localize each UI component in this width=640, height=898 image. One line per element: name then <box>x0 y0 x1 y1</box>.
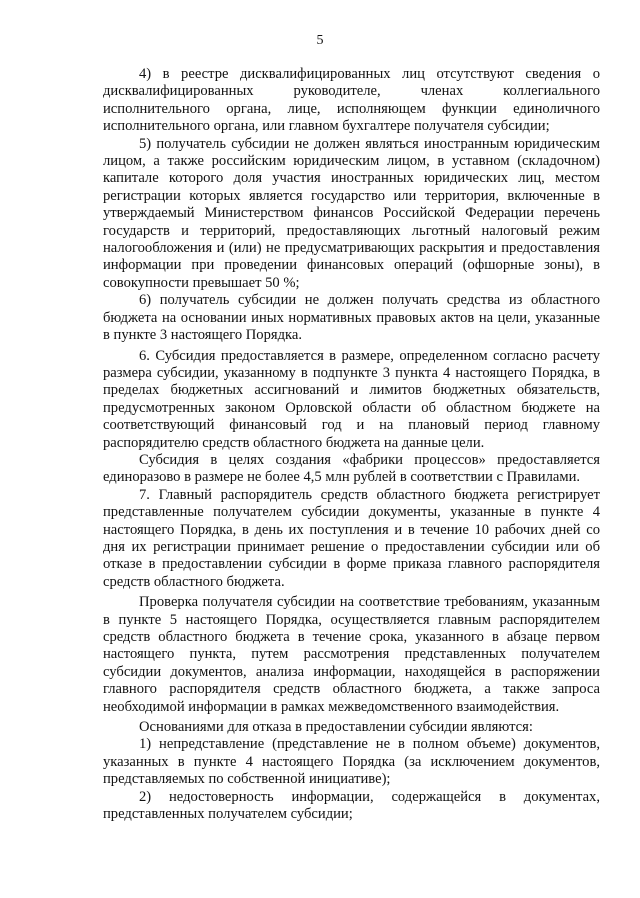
paragraph-registration: 7. Главный распорядитель средств областного бюджета регистрирует представленные получателем субсидии документы, указанные в пункте 4 настоящего Порядка, в день их поступления и в течение 10 рабочих дней со дня их регистрации принимает решение о предоставлении субсидии или об отказе в предоставлении субсидии в форме приказа главного распорядителя средств областного бюджета. <box>103 486 600 590</box>
document-body <box>103 66 600 823</box>
paragraph-verification: Проверка получателя субсидии на соответствие требованиям, указанным в пункте 5 настоящего Порядка, осуществляется главным распорядителем средств областного бюджета в течение срока, указанного в абзаце первом настоящего пункта, путем рассмотрения представленных получателем субсидии документов, анализа информации, находящейся в распоряжении главного распорядителя средств областного бюджета, а также запроса необходимой информации в рамках межведомственного взаимодействия. <box>103 594 600 715</box>
paragraph-other-funding: 6) получатель субсидии не должен получать средства из областного бюджета на основании иных нормативных правовых актов на цели, указанные в пункте 3 настоящего Порядка. <box>103 292 600 344</box>
paragraph-refusal-1: 1) непредставление (представление не в полном объеме) документов, указанных в пункте 4 настоящего Порядка (за исключением документов, представляемых по собственной инициативе); <box>103 736 600 788</box>
paragraph-refusal-2: 2) недостоверность информации, содержащейся в документах, представленных получателем субсидии; <box>103 788 600 823</box>
paragraph-process-factory: Субсидия в целях создания «фабрики процессов» предоставляется единоразово в размере не более 4,5 млн рублей в соответствии с Правилами. <box>103 451 600 486</box>
paragraph-refusal-grounds: Основаниями для отказа в предоставлении субсидии являются: <box>139 719 533 736</box>
paragraph-disqualified-persons: 4) в реестре дисквалифицированных лиц отсутствуют сведения о дисквалифицированных руководителе, членах коллегиального исполнительного органа, лице, исполняющем функции единоличного исполнительного органа, или главном бухгалтере получателя субсидии; <box>103 66 600 135</box>
paragraph-foreign-entity: 5) получатель субсидии не должен являться иностранным юридическим лицом, а также российским юридическим лицом, в уставном (складочном) капитале которого доля участия иностранных юридических лиц, местом регистрации которых является государство или территория, включенные в утверждаемый Министерством финансов Российской Федерации перечень государств и территорий, предоставляющих льготный налоговый режим налогообложения и (или) не предусматривающих раскрытия и предоставления информации при проведении финансовых операций (офшорные зоны), в совокупности превышает 50 %; <box>103 135 600 291</box>
paragraph-subsidy-amount: 6. Субсидия предоставляется в размере, определенном согласно расчету размера субсидии, указанному в подпункте 3 пункта 4 настоящего Порядка, в пределах бюджетных ассигнований и лимитов бюджетных обязательств, предусмотренных законом Орловской области об областном бюджете на соответствующий финансовый год и на плановый период главному распорядителю средств областного бюджета на данные цели. <box>103 347 600 451</box>
page-number: 5 <box>316 33 324 48</box>
